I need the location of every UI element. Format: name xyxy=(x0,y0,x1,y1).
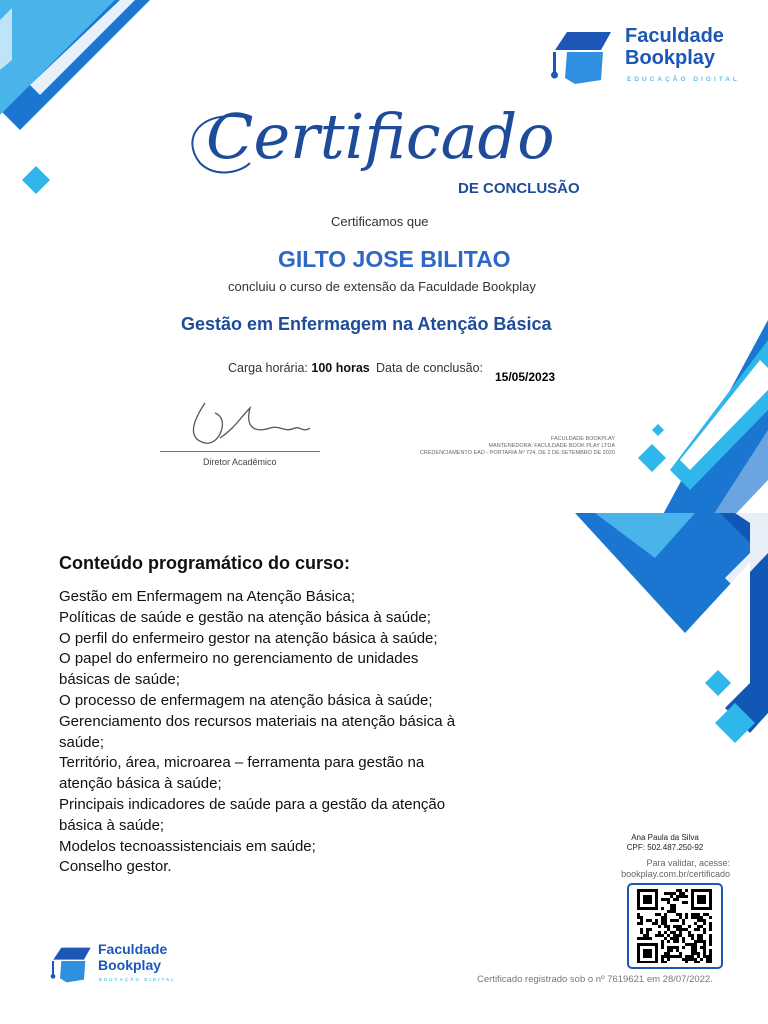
program-line: O processo de enfermagem na atenção básica à saúde; xyxy=(59,691,433,709)
signature-line xyxy=(160,451,320,452)
logo-name-line1: Faculdade xyxy=(98,941,168,957)
title-swash xyxy=(180,108,300,188)
logo-name-line2: Bookplay xyxy=(98,957,162,973)
workload-label: Carga horária: xyxy=(228,361,308,375)
program-line: O papel do enfermeiro no gerenciamento de unidades xyxy=(59,650,419,668)
logo-top xyxy=(545,24,755,90)
workload xyxy=(228,361,370,375)
program-line: básica à saúde; xyxy=(59,816,165,834)
workload-value: 100 horas xyxy=(311,361,370,375)
certificate-subtitle: DE CONCLUSÃO xyxy=(458,180,580,197)
decor-diamond xyxy=(638,444,666,472)
signer-cpf: CPF: 502.487.250-92 xyxy=(626,843,704,852)
student-name: GILTO JOSE BILITAO xyxy=(278,246,511,272)
completion-date: 15/05/2023 xyxy=(495,370,556,384)
program-line: básicas de saúde; xyxy=(59,671,180,689)
logo-name-line2: Bookplay xyxy=(625,47,716,69)
program-line: Principais indicadores de saúde para a gestão da atenção xyxy=(59,795,446,813)
legal-line: MANTENEDORA: FACULDADE BOOK PLAY LTDA xyxy=(488,443,615,449)
intro-text: Certificamos que xyxy=(331,214,429,229)
decor-right-middle xyxy=(570,320,768,520)
decor-diamond xyxy=(22,166,50,194)
signature-role: Diretor Acadêmico xyxy=(203,457,277,467)
course-name: Gestão em Enfermagem na Atenção Básica xyxy=(181,314,552,334)
decor-diamond xyxy=(705,670,731,696)
program-line: Modelos tecnoassistenciais em saúde; xyxy=(59,837,316,855)
validate-info xyxy=(590,858,730,880)
program-line: Políticas de saúde e gestão na atenção básica à saúde; xyxy=(59,608,431,626)
qr-code xyxy=(637,889,713,963)
logo-tagline: EDUCAÇÃO DIGITAL xyxy=(627,76,740,83)
validate-url[interactable]: bookplay.com.br/certificado xyxy=(621,869,730,879)
program-line: atenção básica à saúde; xyxy=(59,775,222,793)
graduation-cap-icon xyxy=(46,945,94,985)
program-line: O perfil do enfermeiro gestor na atenção básica à saúde; xyxy=(59,629,438,647)
director-signature xyxy=(175,398,325,456)
program-line: Território, área, microarea – ferramenta para gestão na xyxy=(59,754,425,772)
signer-info xyxy=(600,833,730,853)
graduation-cap-icon xyxy=(545,28,615,88)
decor-diamond xyxy=(652,424,664,436)
certificate-title: Certificado xyxy=(206,100,555,173)
logo-tagline: EDUCAÇÃO DIGITAL xyxy=(99,977,176,982)
program-line: Gerenciamento dos recursos materiais na atenção básica à xyxy=(59,712,456,730)
decor-right-lower xyxy=(575,513,768,753)
program-line: saúde; xyxy=(59,733,105,751)
completion-date-label: Data de conclusão: xyxy=(376,361,484,375)
decor-shape xyxy=(0,0,115,115)
logo-bottom xyxy=(46,941,196,985)
legal-info xyxy=(395,436,615,457)
program-line: Gestão em Enfermagem na Atenção Básica; xyxy=(59,588,355,605)
validate-text: Para validar, acesse: xyxy=(646,858,730,868)
program-title: Conteúdo programático do curso: xyxy=(59,553,351,573)
signer-name: Ana Paula da Silva xyxy=(631,833,699,842)
program-line: Conselho gestor. xyxy=(59,858,172,876)
registration-text: Certificado registrado sob o nº 7619621 em 28/07/2022. xyxy=(477,974,713,985)
decor-top-left xyxy=(0,0,170,210)
program-list xyxy=(59,587,529,878)
legal-line: FACULDADE BOOKPLAY xyxy=(550,436,615,442)
logo-name-line1: Faculdade xyxy=(625,25,724,47)
completion-text: concluiu o curso de extensão da Faculdade Bookplay xyxy=(228,279,536,294)
qr-code-frame[interactable] xyxy=(627,883,723,969)
legal-line: CREDENCIAMENTO EAD - PORTARIA Nº 724, DE 2 DE SETEMBRO DE 2020 xyxy=(419,450,615,456)
